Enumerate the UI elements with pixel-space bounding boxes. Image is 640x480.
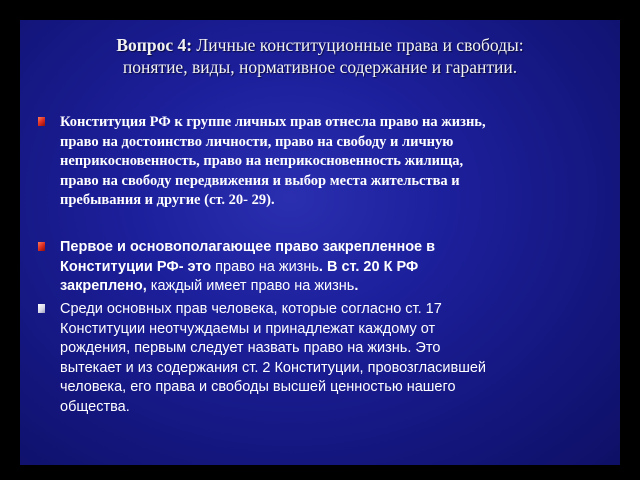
bullet-line: общества. [60,398,130,415]
bullet-line: вытекает и из содержания ст. 2 Конституции, провозгласившей [60,359,487,376]
bullet-item-right-to-life [60,238,605,297]
bullet-bold-text: . В ст. 20 К РФ [318,258,419,275]
bullet-line: неприкосновенность, право на неприкосновенность жилища, [60,153,464,169]
bullet-normal-text: каждый имеет право на жизнь [150,278,355,294]
bullet-normal-text: право на жизнь [215,258,319,275]
bullet-bold-text: . [354,278,359,294]
title-question-number: Вопрос 4: [116,35,193,55]
bullet-line: Первое и основополагающее право закрепленное в [60,239,436,255]
bullet-item-fundamental-rights [60,300,605,417]
bullet-line: Конституция РФ к группе личных прав отнесла право на жизнь, [60,114,486,130]
slide-title [20,34,620,78]
bullet-item-personal-rights [60,113,605,211]
bullet-line: пребывания и другие (ст. 20- 29). [60,192,275,208]
bullet-bold-text: закреплено, [60,278,151,294]
bullet-line: право на достоинство личности, право на свободу и личную [60,133,454,150]
bullet-line: рождения, первым следует назвать право на жизнь. Это [60,340,441,356]
white-square-bullet-icon [38,304,45,313]
bullet-line: Конституции неотчуждаемы и принадлежат каждому от [60,320,436,337]
bullet-bold-text: Конституции РФ- это [60,258,216,275]
red-square-bullet-icon [38,242,45,251]
title-line-1: Личные конституционные права и свободы: [192,35,524,55]
red-square-bullet-icon [38,117,45,126]
bullet-line: Среди основных прав человека, которые согласно ст. 17 [60,301,442,317]
bullet-line: право на свободу передвижения и выбор места жительства и [60,172,460,189]
bullet-line: человека, его права и свободы высшей ценностью нашего [60,379,456,395]
title-line-2: понятие, виды, нормативное содержание и гарантии. [122,57,518,77]
slide [20,20,620,465]
